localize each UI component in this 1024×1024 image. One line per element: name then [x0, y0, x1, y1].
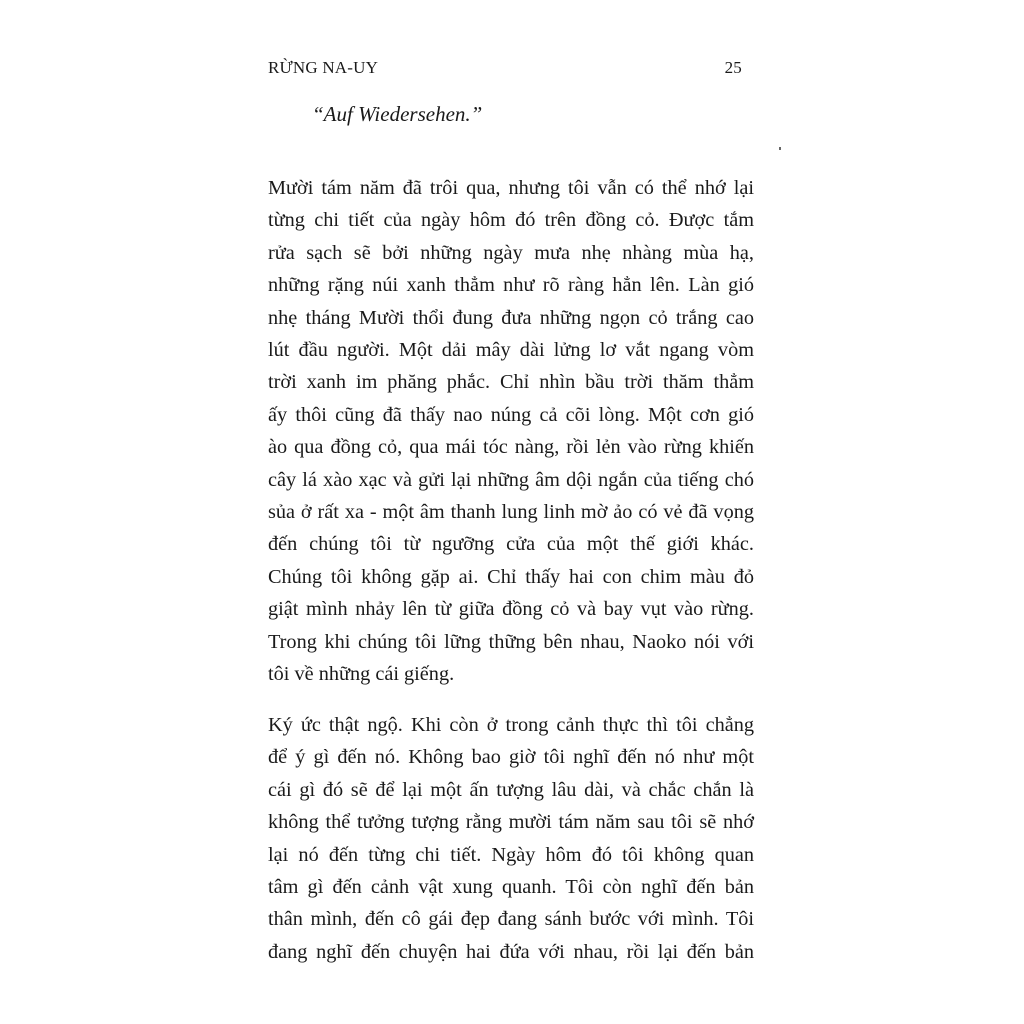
text-line: tâm gì đến cảnh vật xung quanh. Tôi còn nghĩ đến bản [268, 876, 754, 899]
text-line: lại nó đến từng chi tiết. Ngày hôm đó tôi không quan [268, 843, 754, 866]
text-line: trời xanh im phăng phắc. Chỉ nhìn bầu trời thăm thẳm [268, 371, 754, 394]
text-line: thân mình, đến cô gái đẹp đang sánh bước với mình. Tôi [268, 908, 754, 931]
text-line: sủa ở rất xa - một âm thanh lung linh mờ ảo có vẻ đã vọng [268, 501, 754, 524]
text-line: ào qua đồng cỏ, qua mái tóc nàng, rồi lẻn vào rừng khiến [268, 436, 754, 459]
text-line: rửa sạch sẽ bởi những ngày mưa nhẹ nhàng mùa hạ, [268, 241, 754, 264]
scan-speck [779, 147, 781, 150]
paragraph-2 [268, 709, 754, 968]
epigraph: “Auf Wiedersehen.” [312, 102, 483, 126]
text-line: tôi về những cái giếng. [268, 663, 455, 686]
text-line: Mười tám năm đã trôi qua, nhưng tôi vẫn có thể nhớ lại [268, 177, 754, 199]
text-line: cái gì đó sẽ để lại một ấn tượng lâu dài, và chắc chắn là [268, 778, 754, 801]
text-line: để ý gì đến nó. Không bao giờ tôi nghĩ đến nó như một [268, 746, 754, 769]
text-line: những rặng núi xanh thẳm như rõ ràng hẳn lên. Làn gió [268, 274, 754, 297]
text-line: giật mình nhảy lên từ giữa đồng cỏ và bay vụt vào rừng. [268, 598, 754, 621]
text-line: lút đầu người. Một dải mây dài lửng lơ vắt ngang vòm [268, 339, 754, 362]
text-line: Chúng tôi không gặp ai. Chỉ thấy hai con chim màu đỏ [268, 565, 754, 588]
text-line: Trong khi chúng tôi lững thững bên nhau, Naoko nói với [268, 630, 754, 653]
text-line: cây lá xào xạc và gửi lại những âm dội ngắn của tiếng chó [268, 468, 754, 491]
text-line: đến chúng tôi từ ngưỡng cửa của một thế giới khác. [268, 533, 754, 556]
text-line: từng chi tiết của ngày hôm đó trên đồng cỏ. Được tắm [268, 209, 754, 232]
page-number: 25 [724, 58, 742, 77]
text-line: nhẹ tháng Mười thổi đung đưa những ngọn cỏ trắng cao [268, 306, 754, 329]
text-line: không thể tưởng tượng rằng mười tám năm sau tôi sẽ nhớ [268, 811, 754, 834]
running-head [268, 58, 742, 78]
text-line: Ký ức thật ngộ. Khi còn ở trong cảnh thực thì tôi chẳng [268, 714, 754, 736]
chapter-title: RỪNG NA-UY [268, 58, 379, 77]
paragraph-1 [268, 172, 754, 691]
text-line: ấy thôi cũng đã thấy nao núng cả cõi lòng. Một cơn gió [268, 403, 754, 426]
text-line: đang nghĩ đến chuyện hai đứa với nhau, rồi lại đến bản [268, 940, 754, 963]
